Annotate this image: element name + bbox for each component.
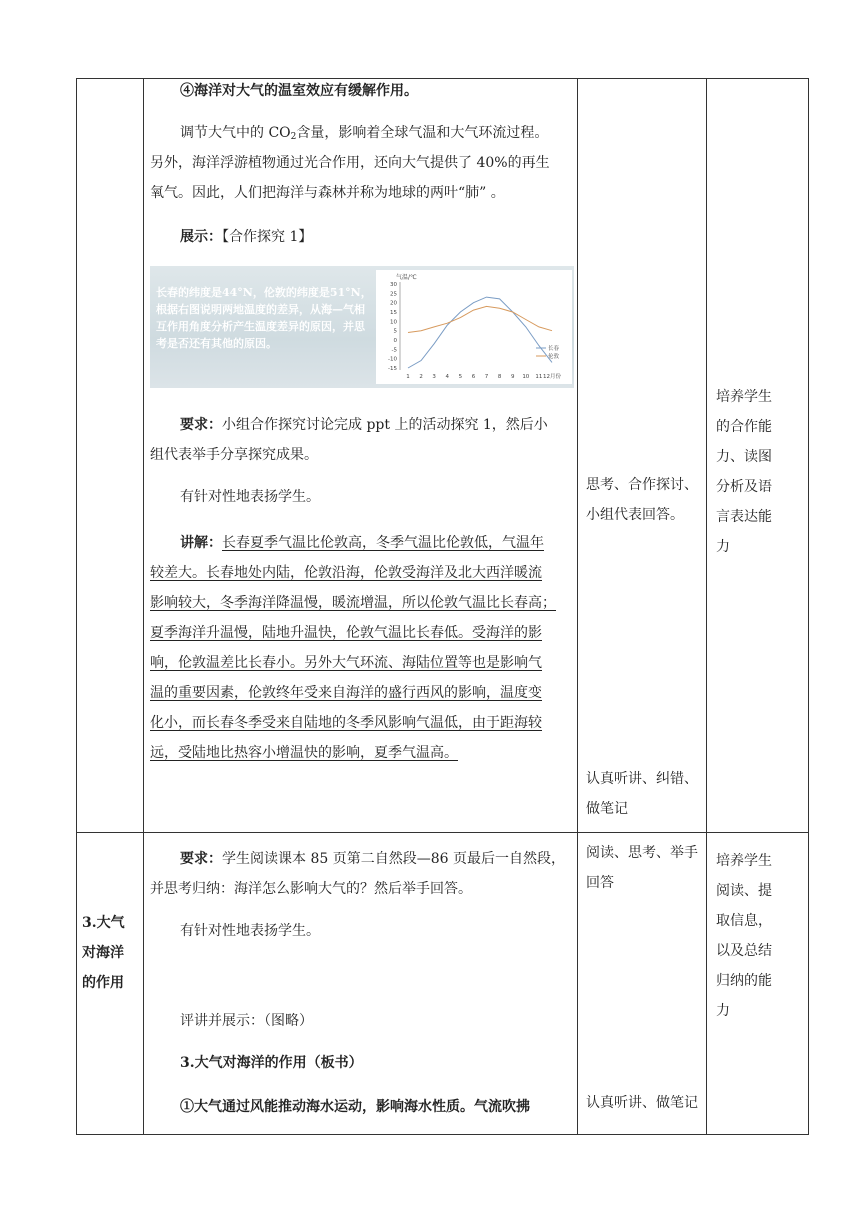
explain-line-1: 讲解：长春夏季气温比伦敦高，冬季气温比伦敦低，气温年 xyxy=(180,535,544,551)
explain-line-6: 温的重要因素，伦敦终年受来自海洋的盛行西风的影响，温度变 xyxy=(150,685,542,701)
student-activity-listen: 认真听讲、纠错、 做笔记 xyxy=(586,771,698,817)
chart-y-tick-label: 30 xyxy=(390,282,397,288)
s3-student-activity-read: 阅读、思考、举手 回答 xyxy=(586,845,698,891)
paragraph-co2-line2: 另外，海洋浮游植物通过光合作用，还向大气提供了 40%的再生 xyxy=(150,155,550,171)
chart-legend-label: 长春 xyxy=(548,346,560,352)
chart-y-tick-label: 20 xyxy=(390,300,397,307)
explain-line-8: 远，受陆地比热容小增温快的影响，夏季气温高。 xyxy=(150,745,458,761)
s3-require-line-1: 要求：学生阅读课本 85 页第二自然段—86 页最后一自然段， xyxy=(180,851,565,867)
table-border-bottom xyxy=(76,1134,809,1135)
heading-ocean-greenhouse: ④海洋对大气的温室效应有缓解作用。 xyxy=(180,83,418,99)
chart-x-tick-label: 12月份 xyxy=(543,374,561,380)
show-line xyxy=(180,222,312,252)
explain-line-4: 夏季海洋升温慢，陆地升温快，伦敦气温比长春低。受海洋的影 xyxy=(150,625,542,641)
table-border-right xyxy=(808,78,809,1135)
chart-x-tick-label: 8 xyxy=(497,374,502,380)
chart-x-tick-label: 5 xyxy=(458,374,463,380)
s3-board-title: 3.大气对海洋的作用（板书） xyxy=(180,1055,363,1071)
s3-student-activity-notes: 认真听讲、做笔记 xyxy=(586,1095,698,1111)
chart-x-tick-label: 11 xyxy=(535,374,543,380)
chart-series-line-2 xyxy=(408,306,552,332)
chart-y-tick-label: 10 xyxy=(390,319,397,326)
chart-x-tick-label: 3 xyxy=(432,374,436,380)
explain-line-3: 影响较大，冬季海洋降温慢，暖流增温，所以伦敦气温比长春高； xyxy=(150,595,556,611)
chart-x-tick-label: 1 xyxy=(406,374,410,380)
s3-purpose-reading: 培养学生 阅读、提 取信息， 以及总结 归纳的能 力 xyxy=(716,853,772,1019)
stage-title-atmosphere-ocean: 3.大气 对海洋 的作用 xyxy=(82,915,125,991)
table-border-col2 xyxy=(577,78,578,1135)
temperature-chart-svg xyxy=(376,270,572,384)
chart-y-tick-label: -5 xyxy=(391,347,397,354)
figure-question-text: 长春的纬度是44°N，伦敦的纬度是51°N，根据右图说明两地温度的差异，从海—气相互作用角度分析产生温度差异的原因，并思考是否还有其他的原因。 xyxy=(156,286,372,350)
purpose-cooperation: 培养学生 的合作能 力、读图 分析及语 言表达能 力 xyxy=(716,389,772,555)
chart-x-tick-label: 2 xyxy=(419,374,423,380)
require-line-2: 组代表举手分享探究成果。 xyxy=(150,447,318,463)
chart-x-tick-label: 9 xyxy=(510,374,515,380)
explain-line-2: 较差大。长春地处内陆，伦敦沿海，伦敦受海洋及北大西洋暖流 xyxy=(150,565,542,581)
chart-y-tick-label: -10 xyxy=(388,356,397,363)
paragraph-co2: 调节大气中的 $CO_2$含量，影响着全球气温和大气环流过程。 xyxy=(180,125,549,142)
s3-comment-text: 评讲并展示：（图略） xyxy=(180,1013,313,1029)
cooperative-inquiry-figure xyxy=(150,266,574,388)
chart-y-tick-label: -15 xyxy=(388,366,397,372)
chart-y-tick-label: 5 xyxy=(393,328,397,335)
table-border-left xyxy=(76,78,77,1135)
require-line-1: 要求：小组合作探究讨论完成 ppt 上的活动探究 1，然后小 xyxy=(180,417,548,433)
show-text: 【合作探究 1】 xyxy=(222,229,313,245)
s3-require-line-2: 并思考归纳：海洋怎么影响大气的？然后举手回答。 xyxy=(150,881,472,897)
explain-line-7: 化小，而长春冬季受来自陆地的冬季风影响气温低，由于距海较 xyxy=(150,715,542,731)
chart-x-tick-label: 4 xyxy=(445,374,450,380)
chart-y-axis-label: 气温/℃ xyxy=(396,274,417,281)
temperature-chart xyxy=(376,270,572,384)
praise-text: 有针对性地表扬学生。 xyxy=(180,489,320,505)
show-label: 展示： xyxy=(180,229,222,245)
table-border-col3 xyxy=(706,78,707,1135)
chart-x-tick-label: 10 xyxy=(522,374,530,380)
table-border-col1 xyxy=(143,78,144,1135)
chart-x-tick-label: 7 xyxy=(484,374,489,380)
student-activity-discuss: 思考、合作探讨、 小组代表回答。 xyxy=(586,477,698,523)
explain-line-5: 响，伦敦温差比长春小。另外大气环流、海陆位置等也是影响气 xyxy=(150,655,542,671)
chart-y-tick-label: 0 xyxy=(393,338,397,344)
chart-y-tick-label: 25 xyxy=(390,291,397,298)
table-row-divider xyxy=(76,832,809,833)
paragraph-co2-line3: 氧气。因此，人们把海洋与森林并称为地球的两叶“肺” 。 xyxy=(150,185,505,201)
s3-praise-text: 有针对性地表扬学生。 xyxy=(180,923,320,939)
chart-x-tick-label: 6 xyxy=(471,374,476,380)
chart-y-tick-label: 15 xyxy=(390,310,397,316)
s3-point-1: ①大气通过风能推动海水运动，影响海水性质。气流吹拂 xyxy=(180,1099,530,1115)
chart-legend-label: 伦敦 xyxy=(548,354,560,360)
